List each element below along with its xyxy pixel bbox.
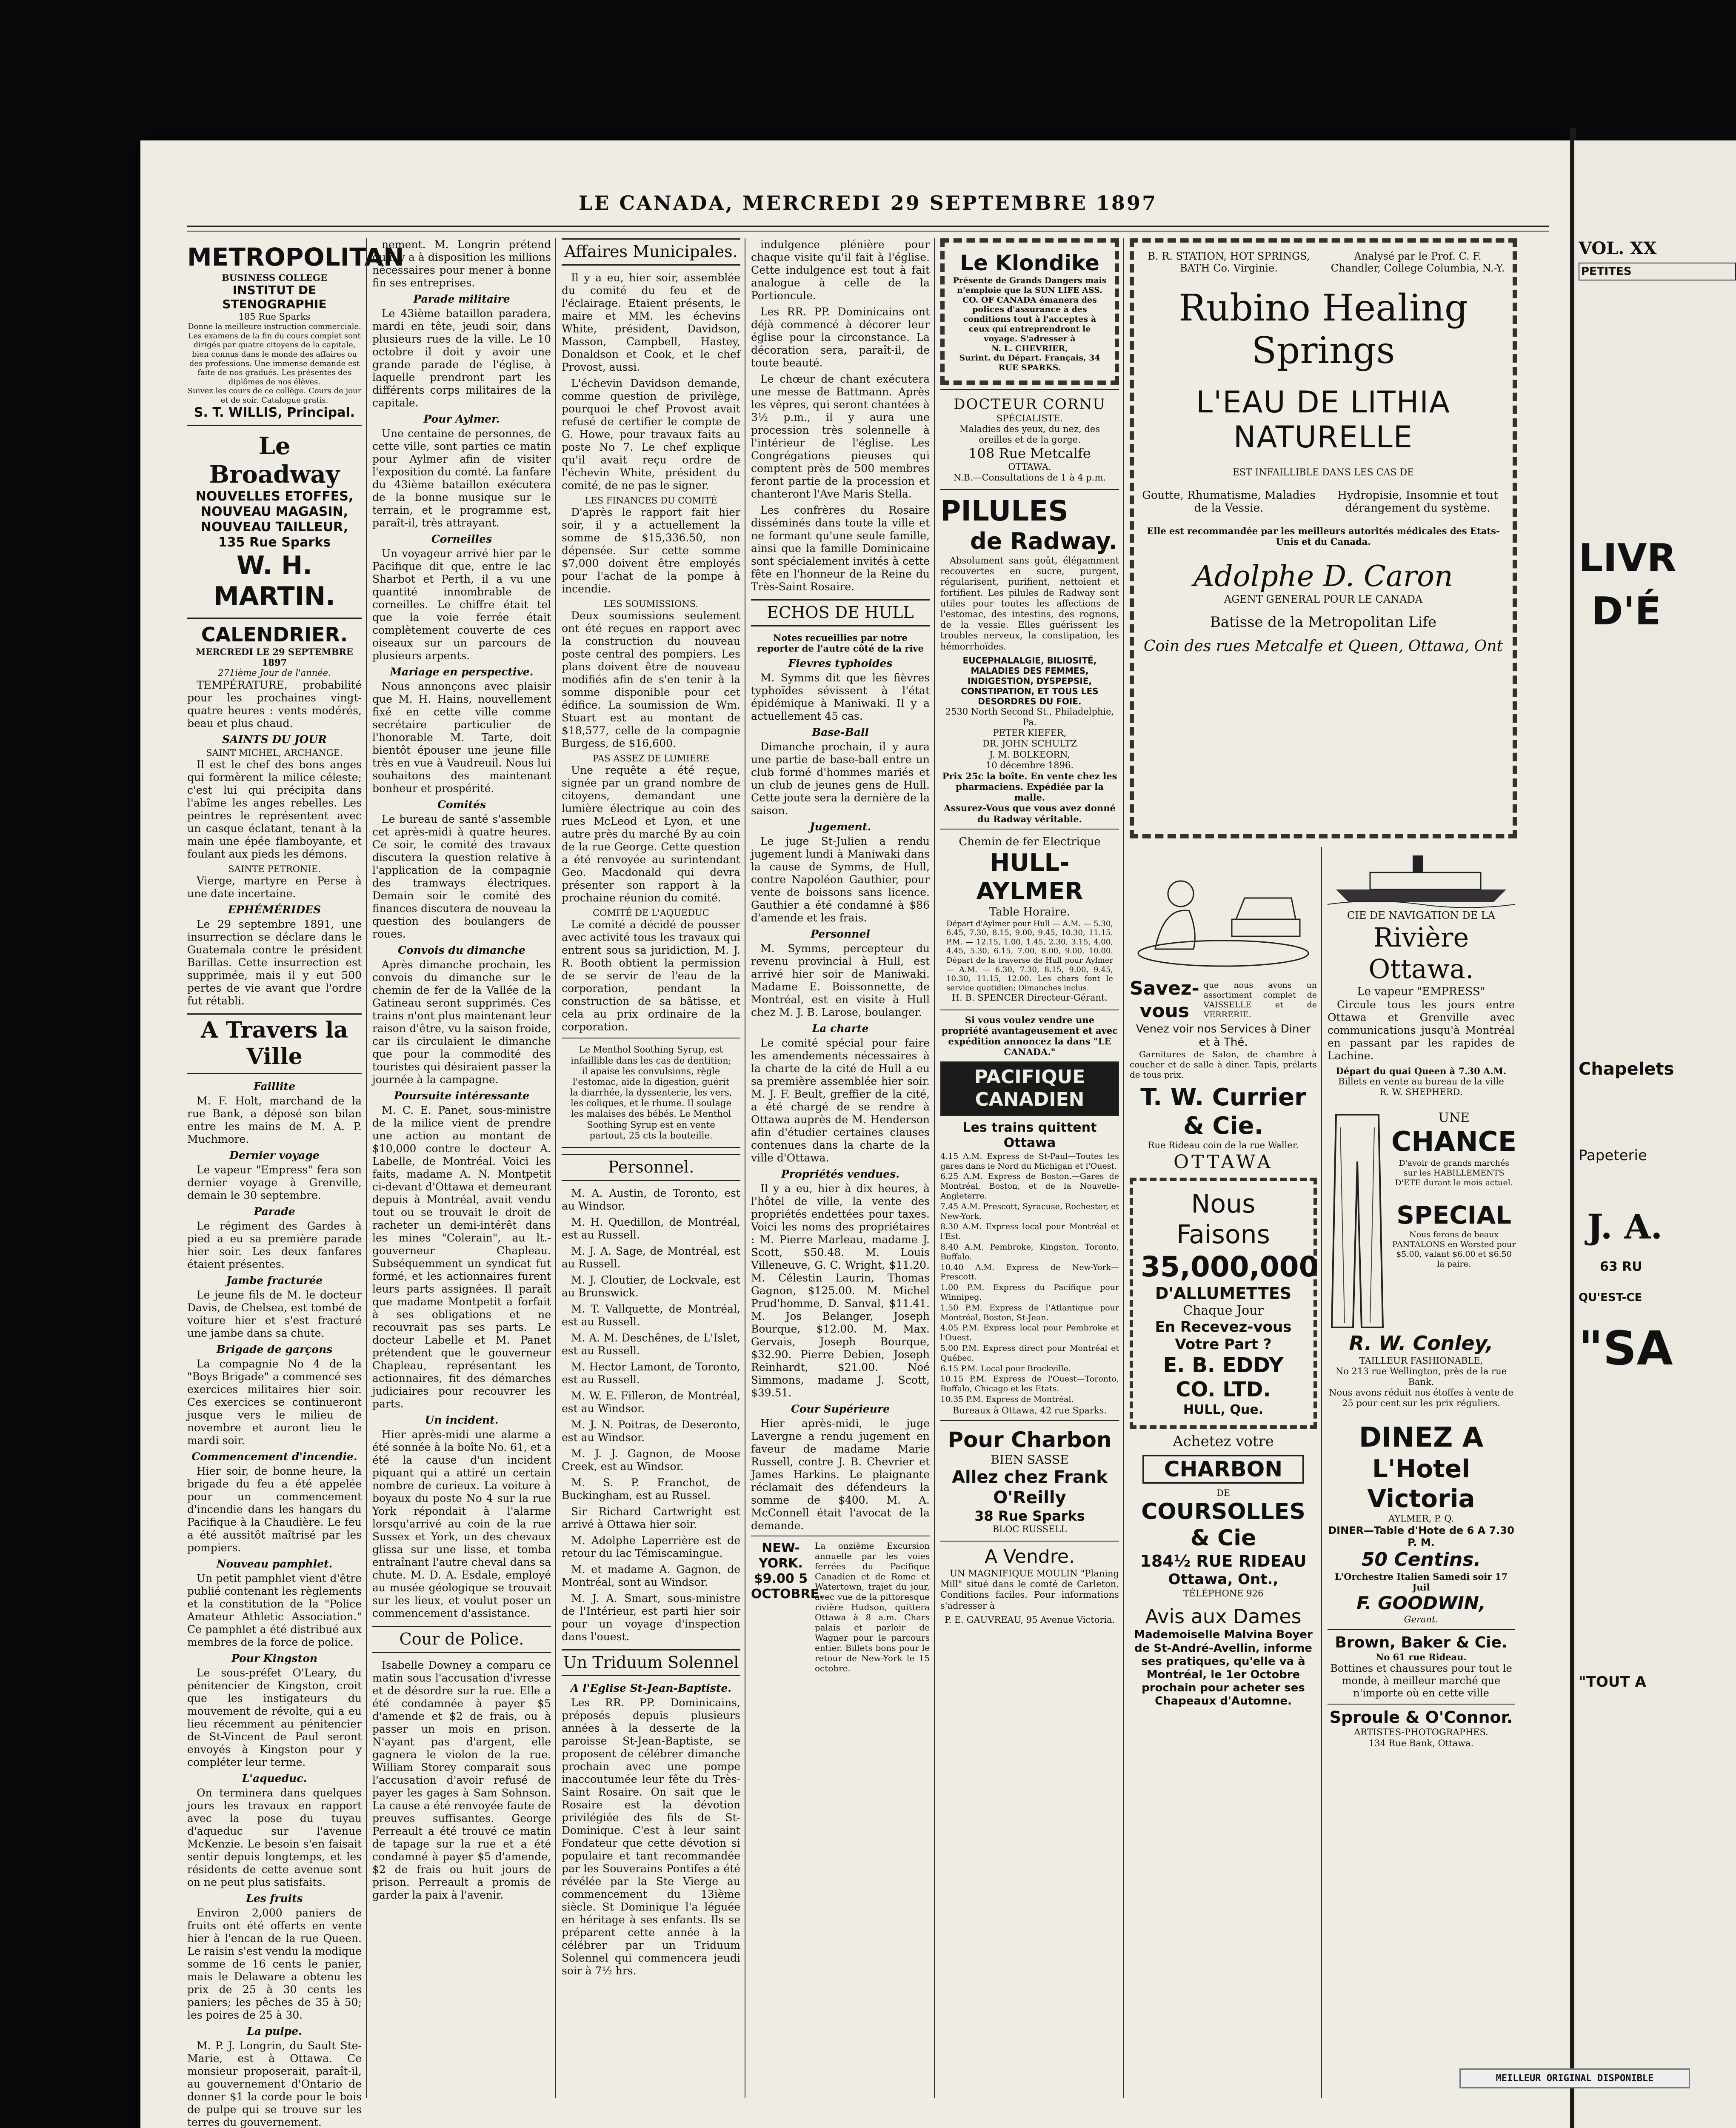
lumiere-heading: PAS ASSEZ DE LUMIERE (592, 753, 710, 764)
menthol-ad: Le Menthol Soothing Syrup, est infaillible dans les cas de dentition; il apaise les convulsions, règle l'estomac, aide la digestion, guérit la diarrhée, la dyssenterie, les vers, les coliques, et le rhume. Il soulage les malaises des bébés. Le Menthol Soothing Syrup est en vente partout, 25 cts la bouteille. (562, 1038, 740, 1148)
vous-note: Si vous voulez vendre une propriété avantageusement et avec expédition annoncez la dans "LE CANADA." (942, 1014, 1118, 1058)
broadway-ad (187, 425, 362, 619)
savez-text: que nous avons un assortiment complet de VAISSELLE et de VERRERIE. (1203, 981, 1317, 1019)
savez-row (1130, 978, 1317, 1023)
hull-text: Départ d'Aylmer pour Hull — A.M. — 5.30, 6.45, 7.30, 8.15, 9.00, 9.45, 10.30, 11.15. P.M. — 12.15, 1.00, 1.45, 2.30, 3.15, 4.00, 4.45, 5.30, 6.15, 7.00, 8.00, 9.00, 10.00. Départ de la traverse de Hull pour Aylmer — A.M. — 6.30, 7.30, 8.15, 9.00, 9.45, 10.30, 11.15, 12.00. Les chars font le service quotidien; Dimanches inclus. (946, 919, 1113, 992)
comites-heading: Comités (437, 798, 486, 811)
superieure-heading: Cour Supérieure (791, 1402, 890, 1415)
conley-name: R. W. Conley, (1349, 1332, 1493, 1355)
charbon-ad (940, 1420, 1119, 1542)
charbon-addr: 38 Rue Sparks (974, 1507, 1085, 1524)
rubino-top-row (1142, 250, 1505, 274)
saints-title: SAINTS DU JOUR (222, 733, 327, 746)
hull-sign: H. B. SPENCER Directeur-Gérant. (951, 992, 1108, 1003)
rubino-title: Rubino Healing Springs (1179, 287, 1468, 372)
trousers-illustration (1328, 1110, 1387, 1332)
typhoides-text: M. Symms dit que les fièvres typhoïdes sévissent à l'état épidémique à Maniwaki. Il y a actuellement 45 cas. (751, 671, 930, 722)
nav-sign: R. W. SHEPHERD. (1379, 1087, 1463, 1098)
cornu-city: OTTAWA. (1008, 461, 1051, 472)
trains-list (940, 1152, 1119, 1404)
mariage-heading: Mariage en perspective. (390, 666, 534, 678)
personnel-title: Personnel. (562, 1154, 740, 1181)
rubino-batisse: Batisse de la Metropolitan Life (1210, 614, 1437, 631)
rubino-agent: Adolphe D. Caron (1194, 560, 1453, 593)
metropolitan-ad (187, 243, 404, 420)
aylmer-text: Une centaine de personnes, de cette ville, sont parties ce matin pour Aylmer afin de visiter l'exposition du comté. La fanfare du 43ième bataillon exécutera de la bonne musique sur le terrain, et le programme est, paraît-il, très attrayant. (372, 427, 551, 529)
superieure-text: Hier après-midi, le juge Lavergne a rendu jugement en faveur de madame Marie Russell, contre J. B. Chevrier et James Harkins. Le plaignante réclamait des défendeurs la somme de $400. M. A. McConnell était l'avocat de la demande. (751, 1417, 930, 1532)
broadway-l1: NOUVELLES ETOFFES, (195, 489, 354, 504)
sproule-title: Sproule & O'Connor. (1328, 1704, 1515, 1728)
personnel-item: M. J. A. Smart, sous-ministre de l'Intérieur, est parti hier soir pour un voyage d'inspection dans l'ouest. (562, 1592, 740, 1643)
column-5 (940, 238, 1119, 2098)
saint2-text: Vierge, martyre en Perse à une date incertaine. (187, 875, 362, 900)
jugement-text: Le juge St-Julien a rendu jugement lundi à Maniwaki dans la cause de Symms, de Hull, contre Napoléon Gauthier, pour vente de boissons sans licence. Gauthier a été condamné à $86 d'amende et les frais. (751, 835, 930, 924)
saint1-name: SAINT MICHEL, ARCHANGE. (206, 747, 343, 758)
goodwin: F. GOODWIN, (1356, 1593, 1486, 1614)
proprietes-text: Il y a eu, hier à dix heures, à l'hôtel de ville, la vente des propriétés endettées pour taxes. Voici les noms des propriétaires : M. Pierre Marleau, madame J. Scott, $50.48. M. Louis Villeneuve, G. C. Wright, $11.20. M. Célestin Laurin, Thomas Gagnon, $125.00. M. Michel Prud'homme, D. Sanval, $11.41. M. Jos Belanger, Joseph Bourque, $12.00. M. Max. Gervais, Joseph Bourque, $32.90. Pierre Debien, Joseph Reinhardt, $21.00. Noé Simmons, madame J. Scott, $39.51. (751, 1182, 930, 1399)
col4-p2: Les RR. PP. Dominicains ont déjà commencé à décorer leur église pour la circonstance. La décoration sera, paraît-il, de toute beauté. (751, 306, 930, 369)
metro-principal: S. T. WILLIS, Principal. (194, 405, 355, 420)
broadway-l2: NOUVEAU MAGASIN, (201, 504, 348, 519)
conley-special: SPECIAL (1396, 1200, 1512, 1230)
eph-title: EPHÉMÉRIDES (228, 904, 321, 916)
rubino-analyse: Analysé par le Prof. C. F. Chandler, College Columbia, N.-Y. (1331, 250, 1505, 274)
personnel-item: Sir Richard Cartwright est arrivé à Ottawa hier soir. (562, 1505, 740, 1530)
nav-river: Rivière Ottawa. (1368, 921, 1474, 985)
train-item: 8.40 A.M. Pembroke, Kingston, Toronto, Buffalo. (940, 1242, 1119, 1261)
calendar-title: CALENDRIER. (201, 623, 348, 646)
incident-heading: Un incident. (425, 1414, 499, 1426)
metro-addr: 185 Rue Sparks (238, 311, 311, 322)
charte-text: Le comité spécial pour faire les amendements nécessaires à la charte de la cité de Hull a eu sa première assemblée hier soir. M. J. F. Beult, greffier de la cité, a été chargé de se rendre à Ottawa auprès de M. Henderson afin d'étudier certaines clauses contenues dans la charte de la ville d'Ottawa. (751, 1036, 930, 1164)
faillite-heading: Faillite (253, 1080, 296, 1093)
conley-special-text: Nous ferons de beaux PANTALONS en Worsted pour $5.00, valant $6.00 et $6.50 la paire. (1392, 1230, 1516, 1269)
victoria-aylmer: AYLMER, P. Q. (1388, 1513, 1454, 1524)
coursolles-tel: TÉLÉPHONE 926 (1183, 1588, 1264, 1599)
klondike-dept: Surint. du Départ. Français, 34 RUE SPARKS. (959, 353, 1100, 373)
eddy-allum: D'ALLUMETTES (1155, 1284, 1292, 1303)
achetez: Achetez votre (1173, 1433, 1274, 1450)
pulpe-text: M. P. J. Longrin, du Sault Ste-Marie, est à Ottawa. Ce monsieur proposerait, paraît-il, au gouvernement d'Ontario de donner $1 la corde pour le bois de pulpe qui se trouve sur les terres du gouvernement. (187, 2039, 362, 2128)
column-6 (1130, 847, 1317, 2098)
radway-sign-3: J. M. BOLKEORN, (989, 749, 1070, 760)
faillite-text: M. F. Holt, marchand de la rue Bank, a déposé son bilan entre les mains de M. A. P. Muchmore. (187, 1094, 362, 1145)
train-item: 4.15 A.M. Express de St-Paul—Toutes les gares dans le Nord du Michigan et l'Ouest. (940, 1151, 1119, 1171)
pilules-text: Absolument sans goût, élégamment recouvertes en sucre, purgent, régularisent, purifient, nettoient et fortifient. Les pilules de Radway sont utiles pour toutes les affections de l'estomac, des intestins, des rognons, de la vessie. Elles guérissent les troubles nerveux, la constipation, les hémorrhoïdes. (940, 555, 1119, 652)
dinez: DINEZ A (1359, 1422, 1484, 1454)
column-2 (372, 238, 551, 2098)
vendre-text: UN MAGNIFIQUE MOULIN "Planing Mill" situé dans le comté de Carleton. Conditions faciles. Pour informations s'adresser à (940, 1568, 1119, 1611)
conley-chance: CHANCE (1391, 1126, 1517, 1158)
comites-text: Le bureau de santé s'assemble cet après-midi à quatre heures. Ce soir, le comité des travaux discutera la question relative à l'application de la compagnie des tramways électriques. Demain soir le comité des finances discutera de nouveau la question des boulangers de roues. (372, 813, 551, 940)
echos-sub: Notes recueillies par notre reporter de l'autre côté de la rive (757, 632, 924, 654)
vendre-title: A Vendre. (985, 1546, 1075, 1568)
metro-text2: Suivez les cours de ce collège. Cours de jour et de soir. Catalogue gratis. (187, 386, 362, 405)
train-item: 8.30 A.M. Express local pour Montréal et l'Est. (940, 1222, 1119, 1241)
rubino-agent-title: AGENT GENERAL POUR LE CANADA (1224, 593, 1423, 605)
rubino-infail: EST INFAILLIBLE DANS LES CAS DE (1232, 467, 1414, 478)
saint2-name: SAINTE PETRONIE. (228, 864, 321, 874)
saint1-text: Il est le chef des bons anges qui formèrent la milice céleste; c'est lui qui précipita dans l'abîme les anges rebelles. Les peintres le représentent avec un casque éclatant, tenant à la main une épée flamboyante, et foulant aux pieds les démons. (187, 758, 362, 860)
personnel-item: M. S. P. Franchot, de Buckingham, est au Russel. (562, 1476, 740, 1502)
jambe-heading: Jambe fracturée (226, 1274, 323, 1287)
tableware-illustration (1130, 847, 1317, 975)
archive-stamp: MEILLEUR ORIGINAL DISPONIBLE (1459, 2068, 1690, 2088)
masthead: LE CANADA, MERCREDI 29 SEPTEMBRE 1897 (579, 192, 1157, 215)
adj-chapelets: Chapelets (1579, 1059, 1674, 1079)
affaires-title: Affaires Municipales. (562, 238, 740, 266)
personnel-item: M. J. Cloutier, de Lockvale, est au Brunswick. (562, 1273, 740, 1299)
coursolles-name: COURSOLLES & Cie (1141, 1499, 1305, 1551)
charbon-bloc: BLOC RUSSELL (992, 1524, 1067, 1534)
brigade-text: La compagnie No 4 de la "Boys Brigade" a commencé ses exercices militaires hier soir. Ces exercices se continueront jusque vers le milieu de novembre et auront lieu le mardi soir. (187, 1357, 362, 1447)
column-1 (187, 238, 404, 2128)
conley-addr: No 213 rue Wellington, près de la rue Bank. (1335, 1366, 1507, 1387)
fruits-text: Environ 2,000 paniers de fruits ont été offerts en vente hier à l'encan de la rue Queen. Le raisin s'est vendu la modique somme de 16 cents le panier, mais le Delaware a obtenu les prix de 25 à 30 cents les paniers; les pêches de 35 à 50; les poires de 25 à 30. (187, 1906, 362, 2021)
broadway-addr: 135 Rue Sparks (218, 535, 331, 550)
col4-lead: indulgence plénière pour chaque visite qu'il fait à l'église. Cette indulgence est tout à fait analogue à celle de la Portioncule. (751, 238, 930, 302)
rubino-cas-2: Hydropisie, Insomnie et tout dérangement du système. (1337, 489, 1498, 515)
eph-text: Le 29 septembre 1891, une insurrection se déclare dans le Guatemala contre le président Barillas. Cette insurrection est supprimée, mais il y eut 500 pertes de vie avant que l'ordre fut rétabli. (187, 918, 362, 1007)
cornu-ad (940, 389, 1119, 490)
metro-inst: INSTITUT DE STENOGRAPHIE (222, 283, 327, 312)
charte-heading: La charte (812, 1022, 869, 1035)
parade-militaire-heading: Parade militaire (413, 293, 510, 305)
personnel-item: M. J. N. Poitras, de Deseronto, est au Windsor. (562, 1418, 740, 1444)
convois-heading: Convois du dimanche (398, 944, 525, 956)
charbon-allez: Allez chez Frank O'Reilly (952, 1467, 1108, 1507)
cornu-title: DOCTEUR CORNU (954, 395, 1106, 413)
cour-text: Isabelle Downey a comparu ce matin sous l'accusation d'ivresse et de désordre sur la rue. Elle a été condamnée à payer $5 d'amende et $2 de frais, ou à passer un mois en prison. N'ayant pas d'argent, elle gagnera le violon de la rue. William Storey comparait sous l'accusation d'avoir refusé de payer les gages à Sam Sohnson. La cause a été renvoyée faute de preuves suffisantes. George Perreault a été trouvé ce matin de tapage sur la rue et a été condamné à payer $5 d'amende, $2 de frais ou huit jours de prison. Perreault a promis de garder la paix à l'avenir. (372, 1659, 551, 1901)
typhoides-heading: Fievres typhoides (788, 657, 893, 669)
column-3 (562, 238, 740, 2098)
rubino-lithia: L'EAU DE LITHIA NATURELLE (1196, 385, 1450, 455)
victoria-centins: 50 Centins. (1361, 1549, 1481, 1571)
radway-sign-1: PETER KIEFER, (993, 728, 1067, 738)
cornu-hours: N.B.—Consultations de 1 à 4 p.m. (953, 472, 1106, 483)
broadway-name: W. H. MARTIN. (214, 550, 335, 611)
pulpe-heading: La pulpe. (247, 2025, 302, 2037)
pilules-title-2: de Radway. (970, 528, 1118, 555)
ny-ad-text: La onzième Excursion annuelle par les voies ferrées du Pacifique Canadien et de Rome et Watertown, trajet du jour, avec vue de la pittoresque rivière Hudson, quittera Ottawa à 8 a.m. Chars palais et parloir de Wagner pour le parcours entier. Billets bons pour le retour de New-York le 15 octobre. (815, 1540, 930, 1673)
comite-aqueduc-heading: COMITÉ DE L'AQUEDUC (593, 908, 709, 918)
currier-city: OTTAWA (1174, 1151, 1273, 1173)
col2-lead: nement. M. Longrin prétend qu'il y a à disposition les millions nécessaires pour mener à bonne fin ses entreprises. (372, 238, 551, 289)
column-rule (934, 238, 935, 2098)
baseball-heading: Base-Ball (811, 726, 869, 738)
calendar-date: MERCREDI LE 29 SEPTEMBRE 1897 (196, 646, 353, 668)
parade-heading: Parade (254, 1205, 295, 1218)
parade-militaire-text: Le 43ième bataillon paradera, mardi en tête, jeudi soir, dans plusieurs rues de la ville. Le 10 octobre il doit y avoir une grande parade de l'église, à laquelle prendront part les différents corps militaires de la capitale. (372, 307, 551, 409)
eddy-allum-number: 35,000,000 (1141, 1250, 1319, 1284)
finances-text: D'après le rapport fait hier soir, il y a actuellement la somme de $15,336.50, non dépensée. Sur cette somme $7,000 doivent être employés pour l'achat de la pompe à incendie. (562, 506, 740, 595)
conley-text-block (1391, 1110, 1516, 1332)
adj-ja: J. A. (1587, 1207, 1663, 1247)
coursolles-charbon: CHARBON (1142, 1455, 1304, 1484)
radway-assure: Assurez-Vous que vous avez donné du Radway véritable. (944, 803, 1116, 824)
eddy-name: E. B. EDDY CO. LTD. (1163, 1353, 1284, 1402)
newspaper-page (140, 140, 1570, 2128)
metro-sub: BUSINESS COLLEGE (222, 272, 327, 283)
eddy-city: HULL, Que. (1183, 1402, 1264, 1417)
train-item: 1.00 P.M. Express du Pacifique pour Winnipeg. (940, 1283, 1119, 1302)
hull-personnel-heading: Personnel (811, 927, 870, 940)
ny-excursion-ad (751, 1536, 930, 1673)
triduum-title: Un Triduum Solennel (562, 1649, 740, 1676)
nav-title: CIE DE NAVIGATION DE LA (1347, 910, 1495, 921)
convois-text: Après dimanche prochain, les convois du dimanche sur le chemin de fer de la Vallée de la Gatineau seront supprimés. Ces trains n'ont plus maintenant leur raison d'être, vu la saison froide, car ils circulaient le dimanche que pour la commodité des touristes qui désiraient passer la journée à la campagne. (372, 958, 551, 1086)
pamphlet-text: Un petit pamphlet vient d'être publié contenant les règlements et la constitution de la "Police Amateur Athletic Association." Ce pamphlet a été distribué aux membres de la force de police. (187, 1572, 362, 1648)
currier-title: T. W. Currier & Cie. (1140, 1083, 1306, 1140)
cornu-text: Maladies des yeux, du nez, des oreilles et de la gorge. (959, 423, 1100, 445)
radway-ad (940, 494, 1119, 824)
sproule-sub: ARTISTES-PHOTOGRAPHES. (1354, 1727, 1488, 1738)
nav-vapeur: Le vapeur "EMPRESS" (1357, 985, 1485, 998)
kingston-text: Le sous-préfet O'Leary, du pénitencier de Kingston, croit que les instigateurs du mouvement de révolte, qui a eu lieu récemment au pénitencier de St-Vincent de Paul seront envoyés à Kingston pour y compléter leur terme. (187, 1666, 362, 1768)
corneilles-text: Un voyageur arrivé hier par le Pacifique dit que, entre le lac Sharbot et Perth, il a vu une quantité innombrable de corneilles. Le chiffre était tel que la voie ferrée était complètement couverte de ces oiseaux sur un parcours de plusieurs arpents. (372, 547, 551, 662)
sproule-addr: 134 Rue Bank, Ottawa. (1368, 1738, 1474, 1748)
adj-sa: "SA (1579, 1321, 1673, 1376)
broadway-l3: NOUVEAU TAILLEUR, (200, 519, 348, 535)
radway-sign-2: DR. JOHN SCHULTZ (982, 738, 1077, 749)
column-rule (1321, 847, 1322, 2098)
parade-text: Le régiment des Gardes à pied a eu sa première parade hier soir. Les deux fanfares étaient présentes. (187, 1219, 362, 1270)
train-item: 10.35 P.M. Express de Montréal. (940, 1394, 1074, 1404)
adj-livr: LIVR (1579, 536, 1676, 581)
conley-note: Nous avons réduit nos étoffes à vente de 25 pour cent sur les prix réguliers. (1329, 1387, 1513, 1409)
rubino-recomm: Elle est recommandée par les meilleurs autorités médicales des Etats-Unis et du Canada. (1147, 526, 1500, 547)
col4-p3: Le chœur de chant exécutera une messe de Battmann. Après les vêpres, qui seront chantées à 3½ p.m., il y aura une procession très solennelle à l'intérieur de l'église. Les Congrégations pieuses qui comptent près de 500 membres feront partie de la procession et chanteront l'Ave Maris Stella. (751, 373, 930, 500)
personnel-item: M. J. J. Gagnon, de Moose Creek, est au Windsor. (562, 1447, 740, 1473)
rubino-coin: Coin des rues Metcalfe et Queen, Ottawa, Ont (1144, 638, 1503, 655)
echos-title: ECHOS DE HULL (751, 599, 930, 626)
calendar-day: 271ième Jour de l'année. (218, 668, 331, 678)
radway-price: Prix 25c la boîte. En vente chez les pharmaciens. Expédiée par la malle. (942, 770, 1117, 803)
pamphlet-heading: Nouveau pamphlet. (216, 1557, 333, 1570)
incendie-text: Hier soir, de bonne heure, la brigade du feu a été appelée pour un commencement d'incendie dans les hangars du Pacifique à la Chaudière. Le feu a été aussitôt maîtrisé par les pompiers. (187, 1464, 362, 1554)
jambe-text: Le jeune fils de M. le docteur Davis, de Chelsea, est tombé de voiture hier et s'est fracturé une jambe dans sa chute. (187, 1288, 362, 1339)
aylmer-heading: Pour Aylmer. (423, 413, 500, 425)
triduum-text: Les RR. PP. Dominicains, préposés depuis plusieurs années à la desserte de la paroisse St-Jean-Baptiste, se proposent de célébrer dimanche prochain avec une pompe inaccoutumée leur fête du Très-Saint Rosaire. On sait que le Rosaire est la dévotion privilégiée des fils de St-Dominique. C'est à leur saint Fondateur que cette dévotion si populaire et tant recommandée par les Souverains Pontifes a été révélée par la Ste Vierge au commencement du 13ième siècle. St Dominique l'a léguée en héritage à ses enfants. Ils se préparent cette année à la célébrer par un Triduum Solennel qui commencera jeudi soir à 7½ hrs. (562, 1696, 740, 1977)
nav-billets: Billets en vente au bureau de la ville (1338, 1076, 1504, 1087)
eddy-ad (1130, 1178, 1317, 1429)
rubino-cas-1: Goutte, Rhumatisme, Maladies de la Vessie. (1142, 489, 1316, 515)
radway-addr: 2530 North Second St., Philadelphie, Pa. (945, 706, 1114, 727)
victoria-diner: DINER—Table d'Hote de 6 A 7.30 P. M. (1328, 1524, 1514, 1549)
travers-title: A Travers la Ville (187, 1013, 362, 1074)
avis-text: Mademoiselle Malvina Boyer de St-André-Avellin, informe ses pratiques, qu'elle va à Montréal, le 1er Octobre prochain pour acheter ses Chapeaux d'Automne. (1134, 1628, 1313, 1708)
personnel-item: M. H. Quedillon, de Montréal, est au Russell. (562, 1216, 740, 1241)
brown-addr: No 61 rue Rideau. (1376, 1652, 1467, 1663)
steamer-illustration (1328, 847, 1515, 907)
header-rule (187, 226, 1549, 227)
radway-date: 10 décembre 1896. (985, 760, 1074, 770)
pacifique-ad (940, 1061, 1119, 1116)
eddy-chaque: Chaque Jour (1183, 1303, 1264, 1319)
train-item: 6.25 A.M. Express de Boston.—Gares de Montréal, Boston, et de la Nouvelle-Angleterre. (940, 1172, 1119, 1201)
conley-une: UNE (1438, 1110, 1470, 1126)
calendar-temp: TEMPÉRATURE, probabilité pour les prochaines vingt-quatre heures : vents modérés, beau et plus chaud. (187, 678, 362, 729)
affaires-text-2: L'échevin Davidson demande, comme question de privilège, pourquoi le chef Provost avait refusé de certifier le compte de G. Howe, pour travaux faits au poste No 7. Le chef explique qu'il avait reçu ordre de l'échevin White, président du comité, de ne pas le signer. (562, 377, 740, 492)
conley-chance-text: D'avoir de grands marchés sur les HABILLEMENTS D'ETE durant le mois actuel. (1395, 1158, 1513, 1187)
rubino-station: B. R. STATION, HOT SPRINGS, BATH Co. Virginie. (1148, 250, 1310, 274)
hull-pre: Chemin de fer Electrique (959, 835, 1101, 848)
klondike-title: Le Klondike (960, 251, 1099, 275)
kingston-heading: Pour Kingston (231, 1652, 318, 1665)
adjacent-page (1574, 140, 1736, 2128)
coursolles-city: Ottawa, Ont., (1168, 1571, 1279, 1588)
victoria-orchestre: L'Orchestre Italien Samedi soir 17 Juil (1335, 1571, 1508, 1593)
nav-text: Circule tous les jours entre Ottawa et Grenville avec communications jusqu'à Montréal en passant par les rapides de Lachine. (1328, 998, 1515, 1062)
adj-quest: QU'EST-CE (1579, 1291, 1642, 1304)
train-item: 10.15 P.M. Express de l'Ouest—Toronto, Buffalo, Chicago et les Etats. (940, 1374, 1119, 1394)
rubino-ad (1130, 238, 1517, 838)
column-4 (751, 238, 930, 2098)
incident-text: Hier après-midi une alarme a été sonnée à la boîte No. 61, et a été la cause d'un incident piquant qui a attiré un certain nombre de curieux. La voiture à boyaux du poste No 4 sur la rue York répondait à l'alarme lorsqu'arrivé au coin de la rue Sussex et York, un des chevaux glissa sur une lisse, et tomba entraînant l'autre cheval dans sa chute. M. D. A. Esdale, employé au musée géologique se trouvait sur les lieux, et voulut poser un commencement d'assistance. (372, 1428, 551, 1619)
pilules-list: EUCEPHALALGIE, BILIOSITÉ, MALADIES DES FEMMES, INDIGESTION, DYSPEPSIE, CONSTIPATION, ET TOUS LES DESORDRES DU FOIE. (961, 655, 1099, 706)
jugement-heading: Jugement. (809, 820, 871, 833)
pilules-title: PILULES (940, 495, 1068, 528)
cornu-spec: SPÉCIALISTE. (996, 413, 1063, 423)
triduum-sub: A l'Eglise St-Jean-Baptiste. (570, 1682, 731, 1695)
corneilles-heading: Corneilles (431, 533, 492, 545)
brown-text: Bottines et chaussures pour tout le monde, à meilleur marché que n'importe où en cette ville (1330, 1662, 1512, 1699)
vendre-sign: P. E. GAUVREAU, 95 Avenue Victoria. (944, 1614, 1115, 1625)
cornu-addr: 108 Rue Metcalfe (968, 445, 1091, 462)
baseball-text: Dimanche prochain, il y aura une partie de base-ball entre un club formé d'hommes mariés et un club de jeunes gens de Hull. Cette joute sera la dernière de la saison. (751, 740, 930, 817)
hull-title: HULL-AYLMER (976, 849, 1083, 906)
personnel-item: M. Hector Lamont, de Toronto, est au Russell. (562, 1360, 740, 1386)
column-7 (1328, 847, 1515, 2098)
adj-papeterie: Papeterie (1579, 1147, 1647, 1164)
column-rule (555, 238, 556, 2098)
personnel-item: M. Adolphe Laperrière est de retour du lac Témiscamingue. (562, 1534, 740, 1559)
charbon-sub: BIEN SASSE (991, 1452, 1069, 1467)
conley-ad (1328, 1110, 1515, 1332)
klondike-text: Présente de Grands Dangers mais n'emploie que la SUN LIFE ASS. CO. OF CANADA émanera des polices d'assurance à des conditions tout à l'acceptes à ceux qui entreprendront le voyage. S'adresser à (953, 276, 1107, 343)
adj-vol: VOL. XX (1579, 238, 1657, 258)
metro-title: METROPOLITAN (187, 243, 404, 272)
train-item: 1.50 P.M. Express de l'Atlantique pour Montréal, Boston, St-Jean. (940, 1303, 1119, 1322)
eddy-nous: Nous (1191, 1189, 1256, 1219)
personnel-item: M. T. Vallquette, de Montréal, est au Russell. (562, 1302, 740, 1328)
trains-title: Les trains quittent Ottawa (962, 1120, 1097, 1150)
soumissions-heading: LES SOUMISSIONS. (603, 598, 699, 609)
adj-tout: "TOUT A (1579, 1673, 1646, 1690)
soumissions-text: Deux soumissions seulement ont été reçues en rapport avec la construction du nouveau poste central des pompiers. Les plans doivent être de nouveau modifiés afin de s'en tenir à la somme disponible pour cet édifice. La soumission de Wm. Stuart est au montant de $18,577, celle de la compagnie Burgess, de $16,600. (562, 609, 740, 749)
train-item: 10.40 A.M. Express de New-York—Prescott. (940, 1262, 1119, 1282)
goodwin-gerant: Gerant. (1404, 1614, 1439, 1625)
klondike-agent: N. L. CHEVRIER, (991, 343, 1068, 353)
hull-aylmer-ad (940, 829, 1119, 1010)
personnel-item: M. A. M. Deschênes, de L'Islet, est au Russell. (562, 1331, 740, 1357)
train-item: 6.15 P.M. Local pour Brockville. (940, 1364, 1071, 1373)
voyage-heading: Dernier voyage (229, 1149, 320, 1161)
personnel-item: M. A. Austin, de Toronto, est au Windsor. (562, 1187, 740, 1212)
fruits-heading: Les fruits (246, 1892, 303, 1905)
nav-depart: Départ du quai Queen à 7.30 A.M. (1336, 1065, 1507, 1076)
pacifique-title: PACIFIQUE (974, 1066, 1085, 1088)
eddy-recevez: En Recevez-vous Votre Part ? (1155, 1319, 1292, 1353)
savez-text-2: Garnitures de Salon, de chambre à coucher et de salle à diner. Tapis, prélarts de tous prix. (1130, 1049, 1317, 1080)
header-rule-2 (187, 231, 1549, 232)
savez-sub: Venez voir nos Services à Diner et à Thé. (1136, 1022, 1311, 1049)
aqueduc-text: On terminera dans quelques jours les travaux en rapport avec la pose du tuyau d'aqueduc sur l'avenue McKenzie. Le besoin s'en faisait sentir depuis longtemps, et les résidents de cette avenue sont on ne peut plus satisfaits. (187, 1786, 362, 1888)
klondike-ad (940, 238, 1119, 385)
proprietes-heading: Propriétés vendues. (781, 1167, 899, 1180)
adj-de: D'É (1591, 589, 1661, 634)
savez-title: Savez-vous (1130, 978, 1199, 1022)
adj-petites: PETITES (1579, 263, 1736, 280)
hull-personnel-text: M. Symms, percepteur du revenu provincial à Hull, est arrivé hier soir de Maniwaki. Madame E. Boissonnette, de Montréal, est en visite à Hull chez M. J. B. Larose, boulanger. (751, 942, 930, 1018)
voyage-text: Le vapeur "Empress" fera son dernier voyage à Grenville, demain le 30 septembre. (187, 1163, 362, 1201)
hull-sub: Table Horaire. (989, 906, 1071, 919)
coursolles-addr: 184½ RUE RIDEAU (1140, 1551, 1307, 1570)
metro-text: Donne la meilleure instruction commerciale. Les examens de la fin du cours complet sont dirigés par quatre citoyens de la capitale, bien connus dans le monde des affaires ou des professions. Une immense demande est faite de nos gradués. Les présentes des diplômes de nos élèves. (188, 322, 361, 386)
coursolles-de: DE (1216, 1487, 1231, 1498)
poursuite-heading: Poursuite intéressante (394, 1090, 530, 1102)
train-item: 7.45 A.M. Prescott, Syracuse, Rochester, et New-York. (940, 1201, 1119, 1221)
personnel-item: M. W. E. Filleron, de Montréal, est au Windsor. (562, 1389, 740, 1415)
personnel-item: M. et madame A. Gagnon, de Montréal, sont au Windsor. (562, 1563, 740, 1588)
conley-title: TAILLEUR FASHIONABLE, (1359, 1355, 1483, 1366)
currier-addr: Rue Rideau coin de la rue Waller. (1148, 1140, 1299, 1151)
comite-aqueduc-text: Le comité a décidé de pousser avec activité tous les travaux qui entrent sous sa juridiction, M. J. R. Booth obtient la permission de se servir de l'eau de la corporation, pendant la construction de sa bâtisse, et cela au prix ordinaire de la corporation. (562, 918, 740, 1033)
poursuite-text: M. C. E. Panet, sous-ministre de la milice vient de prendre une action au montant de $10,000 contre le docteur A. Labelle, de Montréal. Voici les faits, madame A. N. Montpetit ci-devant d'Ottawa et demeurant depuis à Montréal, avait vendu tout ou se trouvait le droit de racheter un demi-intérêt dans les mines "Colerain", au lt.-gouverneur Chapleau. Subséquemment un syndicat fut formé, et les actionnaires furent leurs parts assignées. Il paraît que madame Montpetit a forfait à ses obligations et ne recouvrait pas ses parts. Le docteur Labelle et M. Panet prétendent que le gouverneur Chapleau, représentant les actionnaires, fit des démarches judiciaires pour recouvrer les parts. (372, 1104, 551, 1410)
incendie-heading: Commencement d'incendie. (191, 1450, 357, 1463)
aqueduc-heading: L'aqueduc. (242, 1772, 307, 1785)
trains-office: Bureaux à Ottawa, 42 rue Sparks. (952, 1405, 1107, 1416)
eddy-faisons: Faisons (1176, 1220, 1270, 1250)
personnel-list (562, 1187, 740, 1643)
avis-title: Avis aux Dames (1145, 1605, 1302, 1628)
train-item: 4.05 P.M. Express local pour Pembroke et l'Ouest. (940, 1323, 1119, 1343)
personnel-item: M. J. A. Sage, de Montréal, est au Russell. (562, 1244, 740, 1270)
column-rule (1123, 238, 1124, 2098)
adj-rue: 63 RU (1600, 1259, 1642, 1274)
rubino-cases (1142, 489, 1505, 515)
broadway-title: Le Broadway (209, 432, 340, 489)
brigade-heading: Brigade de garçons (216, 1343, 333, 1356)
pacifique-title-2: CANADIEN (975, 1089, 1085, 1111)
col4-p4: Les confrères du Rosaire disséminés dans toute la ville et ne formant qu'une seule famille, ainsi que la famille Dominicaine sont spécialement invités à cette fête en l'honneur de la Reine du Très-Saint Rosaire. (751, 504, 930, 593)
affaires-text: Il y a eu, hier soir, assemblée du comité du feu et de l'éclairage. Etaient présents, le maire et MM. les échevins White, président, Davidson, Masson, Campbell, Hastey, Donaldson et Cook, et le chef Provost, aussi. (562, 271, 740, 373)
finances-heading: LES FINANCES DU COMITÉ (585, 495, 717, 506)
lumiere-text: Une requête a été reçue, signée par un grand nombre de citoyens, demandant une lumière électrique au coin des rues McLeod et Lyon, et une autre près du marché By au coin de la rue George. Cette question a été renvoyée au surintendant Geo. Macdonald qui devra présenter son rapport à la prochaine réunion du comité. (562, 764, 740, 904)
train-item: 5.00 P.M. Express direct pour Montréal et Québec. (940, 1344, 1119, 1363)
column-rule (366, 238, 367, 2098)
charbon-title: Pour Charbon (948, 1427, 1112, 1452)
ny-ad-price: NEW-YORK. $9.00 5 OCTOBRE. (751, 1540, 824, 1602)
brown-title: Brown, Baker & Cie. (1328, 1629, 1515, 1652)
victoria: L'Hotel Victoria (1367, 1454, 1475, 1513)
cour-title: Cour de Police. (372, 1626, 551, 1653)
mariage-text: Nous annonçons avec plaisir que M. H. Hains, nouvellement fixé en cette ville comme secrétaire particulier de l'honorable M. Tarte, doit bientôt épouser une jeune fille très en vue à Vaudreuil. Nous lui souhaitons des maintenant bonheur et prospérité. (372, 680, 551, 795)
